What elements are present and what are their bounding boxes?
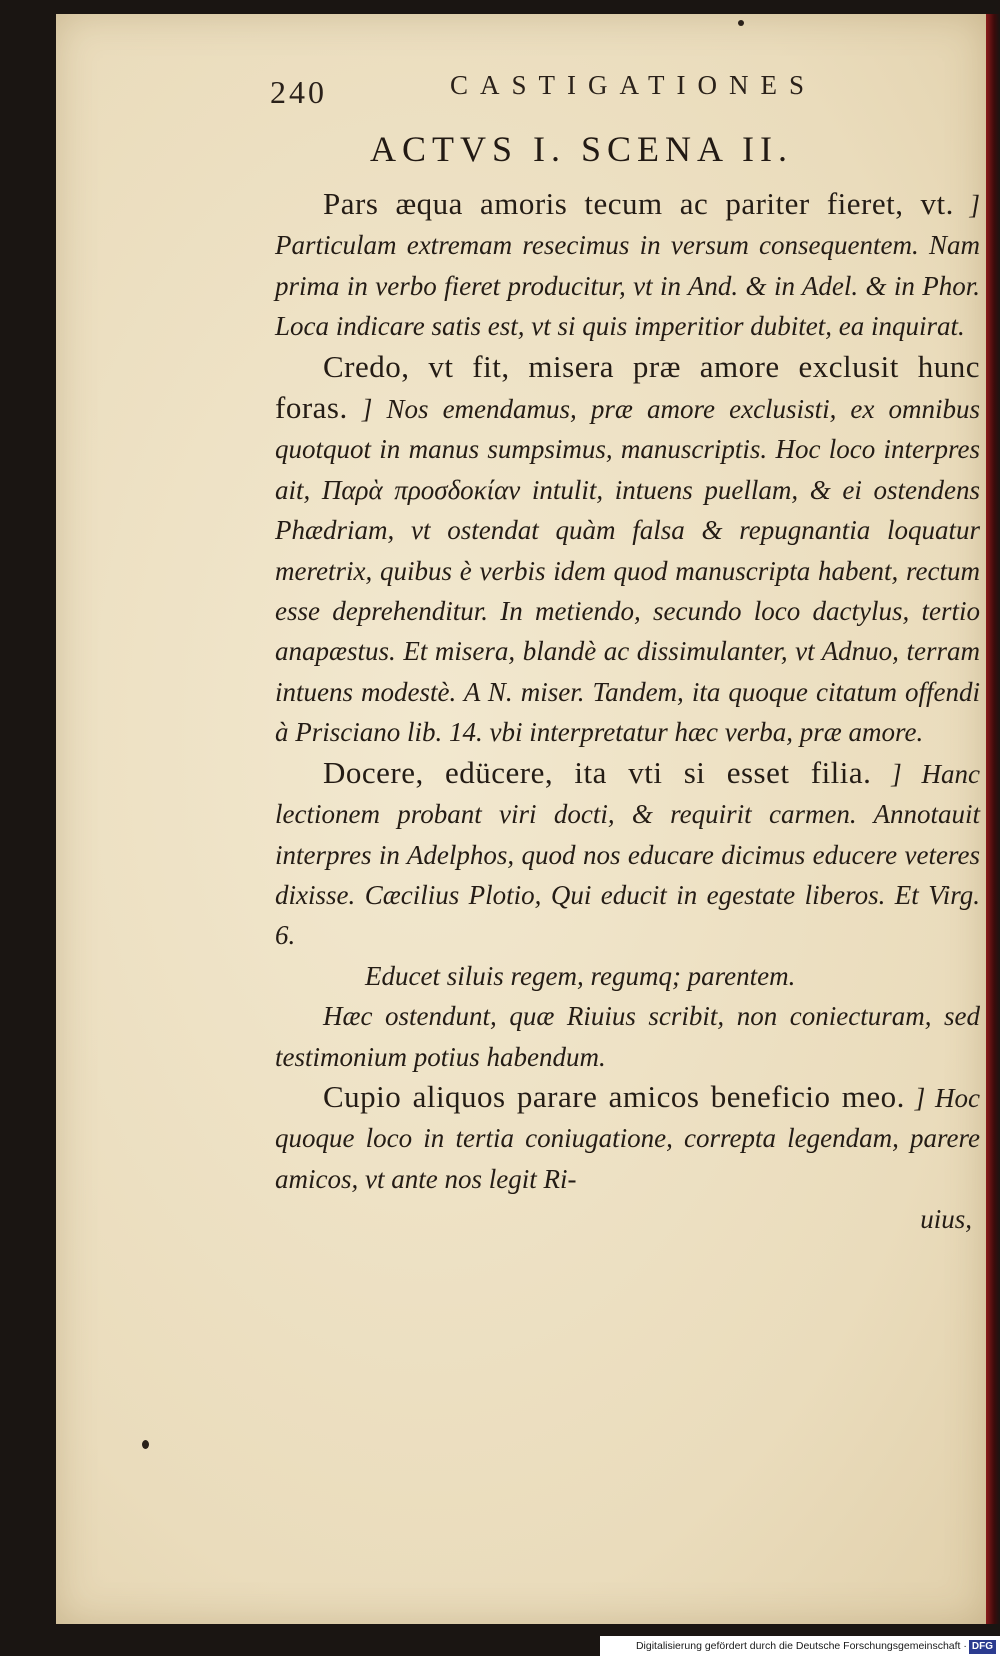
entry-comment: ] Nos emendamus, præ amore exclusisti, ex omnibus quotquot in manus sumpsimus, manuscriptis. Hoc loco interpres ait, Παρὰ προσδοκίαν intulit, intuens puellam, & ei ostendens Phædriam, vt ostendat quàm falsa & repugnantia loquatur meretrix, quibus è verbis idem quod manuscripta habent, rectum esse deprehenditur. In metiendo, secundo loco dactylus, tertio anapæstus. Et misera, blandè ac dissimulanter, vt Adnuo, terram intuens modestè. A N. miser. Tandem, ita quoque citatum offendi à Prisciano lib. 14. vbi interpretatur hæc verba, præ amore. xyxy=(275,394,981,748)
entry xyxy=(275,753,980,956)
book-edge xyxy=(986,14,1000,1624)
running-title: CASTIGATIONES xyxy=(450,70,817,100)
page-number: 240 xyxy=(270,74,327,110)
entry-comment: ] Hoc quoque loco in tertia coniugatione, correpta legendam, parere amicos, vt ante nos legit Ri- xyxy=(275,1082,980,1194)
digitization-footer xyxy=(600,1636,1000,1656)
entry-comment: ] Particulam extremam resecimus in versum consequentem. Nam prima in verbo fieret producitur, vt in And. & in Adel. & in Phor. Loca indicare satis est, vt si quis imperitior dubitet, ea inquirat. xyxy=(275,190,980,342)
section-heading: ACTVS I. SCENA II. xyxy=(370,129,794,169)
entry-lemma: Cupio aliquos parare amicos beneficio meo. xyxy=(323,1078,905,1114)
running-header xyxy=(210,62,890,122)
entry xyxy=(275,1077,980,1199)
dfg-logo: DFG xyxy=(969,1640,996,1654)
catchword: uius, xyxy=(920,1204,972,1235)
entry-lemma: Credo, vt fit, misera præ amore exclusit hunc foras. xyxy=(275,348,980,426)
text-block xyxy=(275,184,980,1240)
entry xyxy=(275,184,980,347)
entry xyxy=(275,347,980,753)
entry-lemma: Docere, edücere, ita vti si esset filia. xyxy=(323,754,872,790)
entry-comment: ] Hanc lectionem probant viri docti, & requirit carmen. Annotauit interpres in Adelphos, quod nos educare dicimus educere veteres dixisse. Cæcilius Plotio, Qui educit in egestate liberos. Et Virg. 6. xyxy=(275,758,980,951)
footer-text: Digitalisierung gefördert durch die Deutsche Forschungsgemeinschaft · xyxy=(635,1640,967,1652)
ink-speck xyxy=(142,1440,149,1449)
verse-quotation: Educet siluis regem, regumq; parentem. xyxy=(365,960,796,991)
ink-speck xyxy=(738,20,744,26)
entry-lemma: Pars æqua amoris tecum ac pariter fieret, vt. xyxy=(323,186,954,221)
commentary-paragraph: Hæc ostendunt, quæ Riuius scribit, non coniecturam, sed testimonium potius habendum. xyxy=(275,1001,980,1072)
